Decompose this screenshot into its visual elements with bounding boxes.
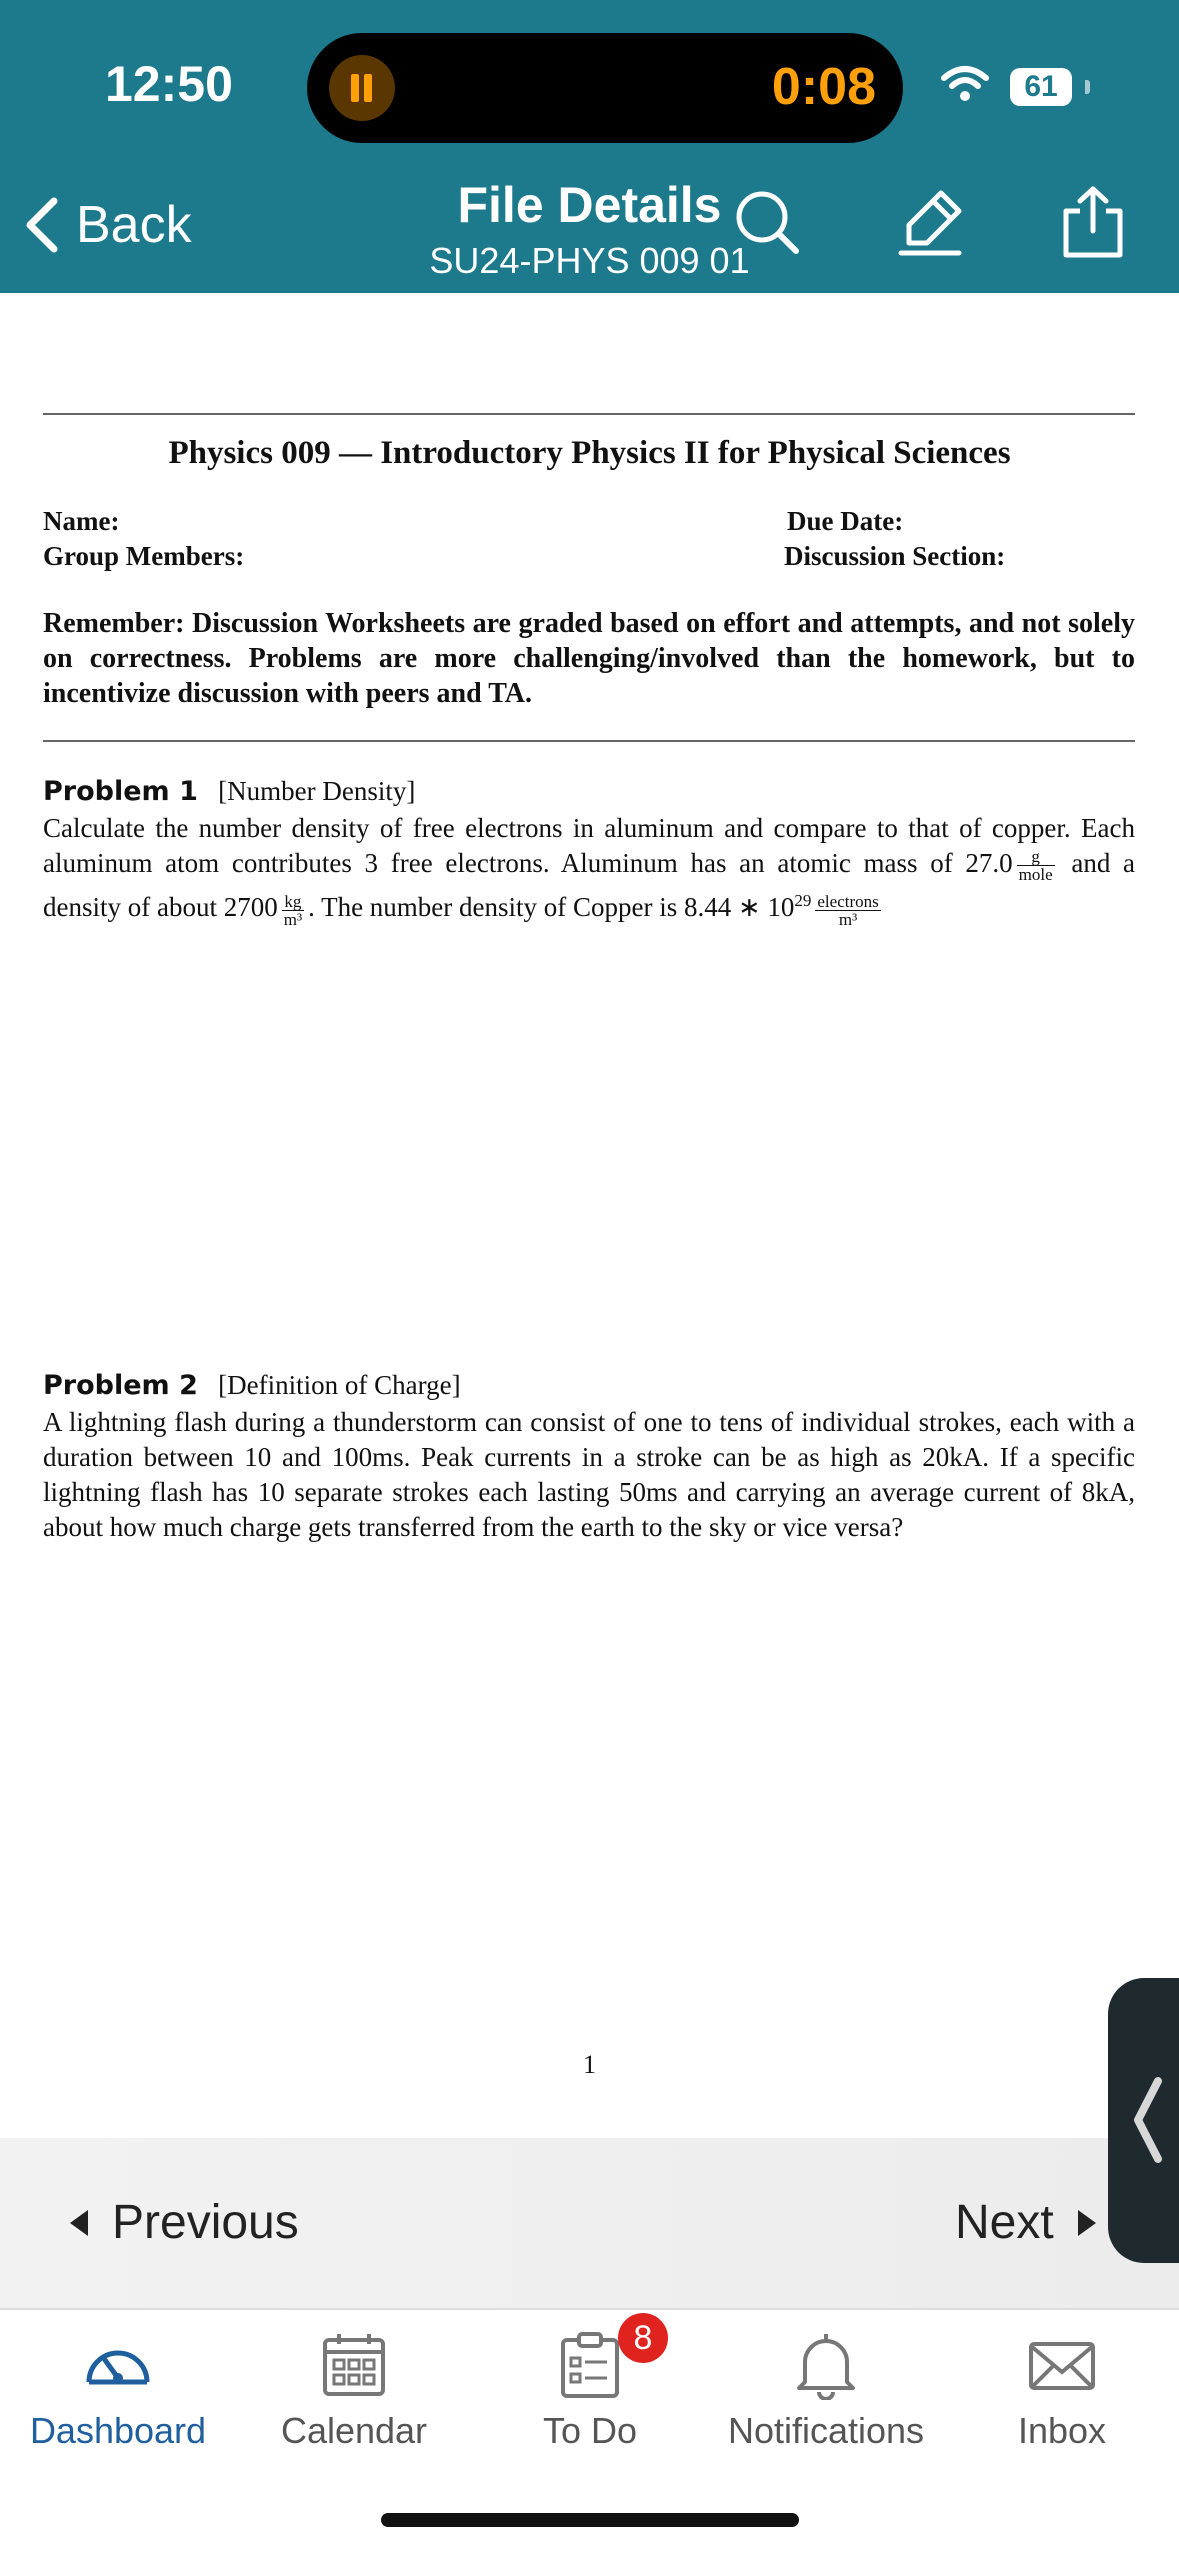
previous-label: Previous <box>112 2196 299 2249</box>
problem-1-tag: [Number Density] <box>218 776 416 806</box>
page-subtitle: SU24-PHYS 009 01 <box>429 240 750 281</box>
problem-2-heading <box>43 1370 461 1401</box>
fraction-num: electrons <box>817 891 879 911</box>
tab-label: To Do <box>542 2410 638 2451</box>
page-number: 1 <box>583 2050 596 2079</box>
battery-icon: 61 <box>1010 68 1072 106</box>
triangle-left-icon <box>70 2210 88 2236</box>
problem-1-label: Problem 1 <box>43 776 198 807</box>
bell-icon <box>791 2330 861 2400</box>
previous-button[interactable] <box>70 2195 299 2250</box>
tab-calendar[interactable] <box>236 2310 472 2490</box>
share-icon[interactable] <box>1056 185 1130 259</box>
chevron-left-icon <box>1128 2075 1168 2165</box>
problem-1-heading <box>43 776 415 807</box>
due-date-label: Due Date: <box>787 506 904 536</box>
tab-label: Calendar <box>280 2410 428 2451</box>
tab-label: Notifications <box>727 2410 925 2451</box>
tab-inbox[interactable] <box>944 2310 1179 2490</box>
home-indicator[interactable] <box>381 2513 799 2527</box>
recording-timer: 0:08 <box>771 58 876 116</box>
tab-notifications[interactable] <box>708 2310 944 2490</box>
battery-tip <box>1085 80 1090 94</box>
todo-count-badge: 8 <box>618 2313 668 2363</box>
triangle-right-icon <box>1078 2210 1096 2236</box>
fraction-num: g <box>1017 848 1055 866</box>
status-time: 12:50 <box>105 56 233 112</box>
problem-2-label: Problem 2 <box>43 1370 198 1401</box>
back-label: Back <box>76 196 192 254</box>
document-title: Physics 009 — Introductory Physics II for Physical Sciences <box>168 435 1011 471</box>
fraction <box>815 893 880 928</box>
problem-1-text-a: Calculate the number density of free electrons in aluminum and compare to that of copper. Each aluminum atom contributes 3 free electrons. Aluminum has an atomic mass of 27.0 <box>43 813 1135 878</box>
app-header <box>0 0 1179 293</box>
fraction-num: kg <box>282 893 304 911</box>
fraction <box>1017 848 1055 883</box>
tab-todo[interactable] <box>472 2310 708 2490</box>
tab-label: Dashboard <box>29 2410 207 2451</box>
page-title: File Details <box>457 177 722 233</box>
fraction <box>282 893 304 928</box>
calendar-icon <box>319 2330 389 2400</box>
tab-dashboard[interactable] <box>0 2310 236 2490</box>
discussion-section-label: Discussion Section: <box>784 541 1006 571</box>
problem-2-tag: [Definition of Charge] <box>218 1370 461 1400</box>
next-button[interactable] <box>955 2195 1096 2250</box>
problem-1-text <box>43 811 1135 928</box>
next-label: Next <box>955 2196 1054 2249</box>
tab-label: Inbox <box>1017 2410 1107 2451</box>
pause-icon <box>349 74 375 104</box>
divider <box>43 413 1135 415</box>
inbox-icon <box>1027 2330 1097 2400</box>
document-viewer[interactable] <box>0 293 1179 2138</box>
wifi-icon <box>940 64 990 104</box>
todo-icon <box>555 2330 625 2400</box>
fraction-den: m³ <box>283 909 303 929</box>
divider <box>43 740 1135 742</box>
search-icon[interactable] <box>730 185 804 259</box>
exponent: 29 <box>794 891 812 911</box>
reminder-text: Remember: Discussion Worksheets are graded based on effort and attempts, and not solely on correctness. Problems are more challenging/involved than the homework, but to incentivize discussion with peers and TA. <box>43 608 1135 709</box>
fraction-den: mole <box>1018 865 1053 885</box>
problem-1-text-b: and a density of about 2700 <box>43 848 1135 923</box>
group-members-label: Group Members: <box>43 541 245 571</box>
fraction-den: m³ <box>838 909 858 929</box>
dashboard-icon <box>83 2330 153 2390</box>
recording-indicator <box>329 55 395 121</box>
problem-2-text: A lightning flash during a thunderstorm can consist of one to tens of individual strokes, each with a duration between 10 and 100ms. Peak currents in a stroke can be as high as 20kA. If a specific lightning flash has 10 separate strokes each lasting 50ms and carrying an average current of 8kA, about how much charge gets transferred from the earth to the sky or vice versa? <box>43 1407 1135 1542</box>
name-label: Name: <box>43 506 120 536</box>
highlighter-icon[interactable] <box>893 185 967 259</box>
problem-1-text-c: . The number density of Copper is 8.44 ∗ 10 <box>308 892 795 923</box>
dynamic-island[interactable] <box>307 33 903 143</box>
side-panel-handle[interactable] <box>1108 1978 1179 2263</box>
